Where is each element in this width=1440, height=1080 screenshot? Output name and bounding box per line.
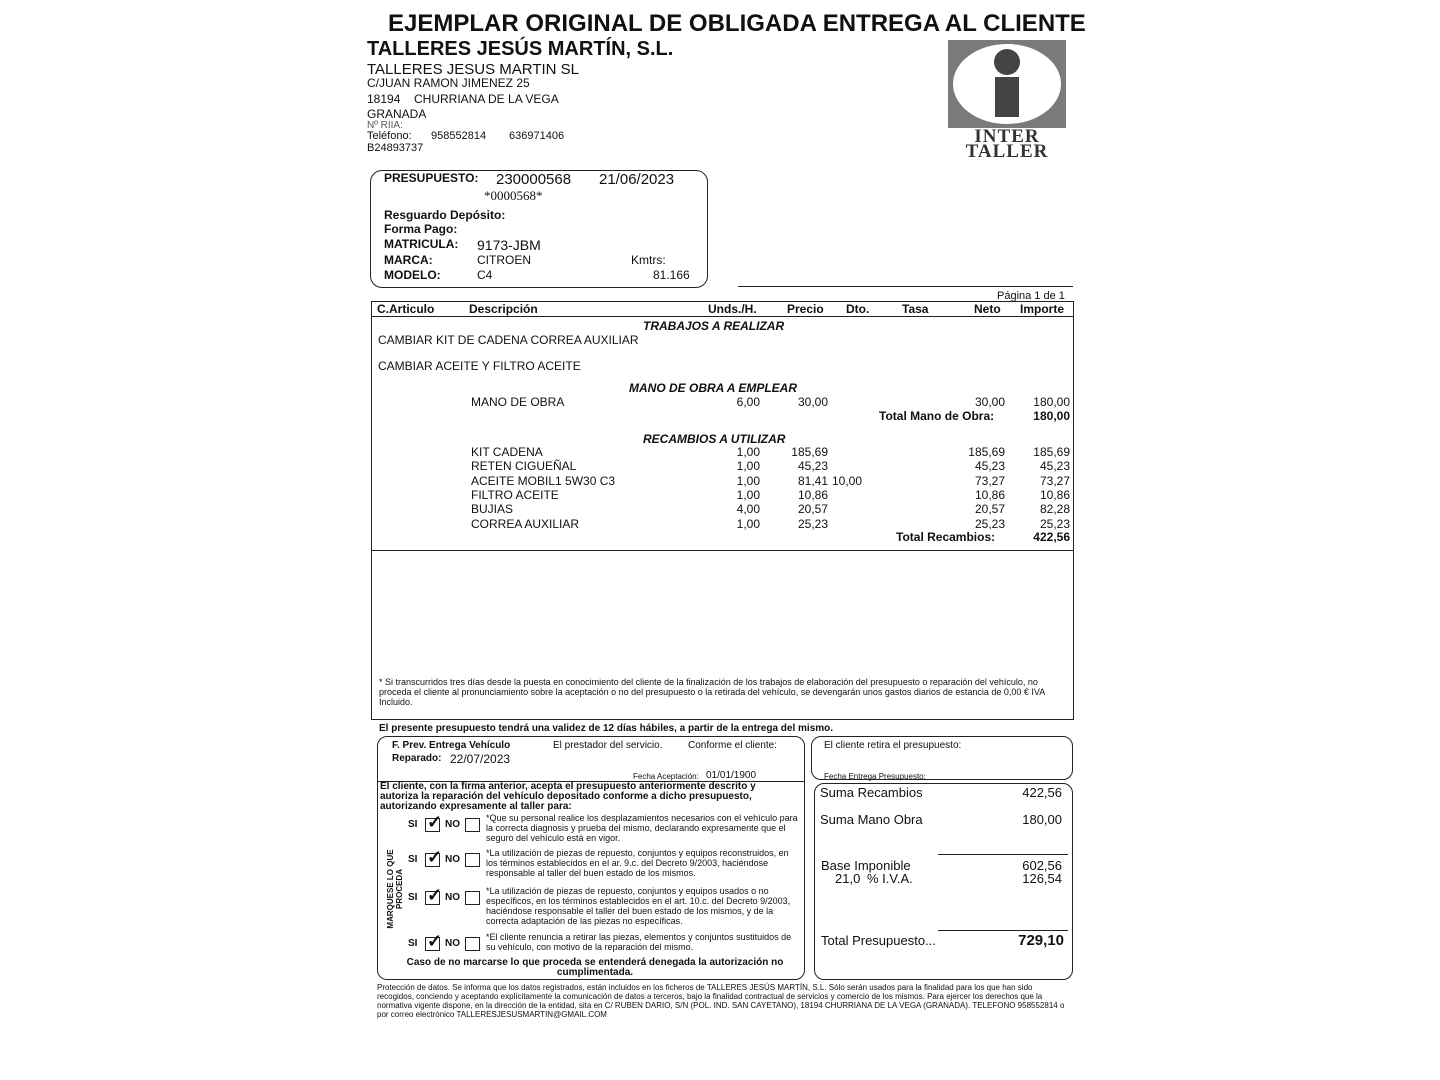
cell-units: 6,00 xyxy=(736,395,760,409)
brand-value: CITROEN xyxy=(477,253,531,267)
default-note: Caso de no marcarse lo que proceda se entenderá denegada la autorización no cumplimentada. xyxy=(406,957,784,978)
no-label: NO xyxy=(445,892,460,903)
cell-importe: 10,86 xyxy=(1039,487,1070,502)
phone-label: Teléfono: xyxy=(367,130,412,142)
company-name: TALLERES JESÚS MARTÍN, S.L. xyxy=(367,38,674,60)
table-row xyxy=(0,395,1440,409)
cell-neto: 10,86 xyxy=(974,487,1005,502)
cell-importe: 180,00 xyxy=(1033,395,1070,409)
cell-units: 1,00 xyxy=(736,473,760,488)
model-label: MODELO: xyxy=(384,268,441,282)
repaired-date: 22/07/2023 xyxy=(450,752,511,766)
no-label: NO xyxy=(445,938,460,949)
side-label: MARQUESE LO QUE PROCEDA xyxy=(386,849,404,929)
table-header-rule xyxy=(372,316,1073,317)
tax-id: B24893737 xyxy=(367,142,424,154)
cell-desc: BUJIAS xyxy=(471,502,514,517)
page-counter: Página 1 de 1 xyxy=(997,290,1065,302)
summary-value-total: 729,10 xyxy=(1018,932,1064,949)
model-value: C4 xyxy=(477,268,493,282)
cell-units: 1,00 xyxy=(736,459,760,474)
logo-text-taller: TALLER xyxy=(965,141,1049,162)
option-text: *La utilización de piezas de repuesto, conjuntos y equipos usados o no específicos, en los términos establecidos en el art. 10.c. del Decreto 9/2003, haciéndose responsable el taller del buen estado de los mismos, y de la correcta adaptación de las piezas no específicas. xyxy=(486,886,791,926)
provider-label: El prestador del servicio. xyxy=(553,740,663,751)
labor-total-value: 180,00 xyxy=(1033,409,1070,423)
postal-code: 18194 xyxy=(367,92,401,106)
summary-label-base: Base Imponible xyxy=(821,858,911,873)
cell-price: 30,00 xyxy=(797,395,828,409)
summary-rule-total xyxy=(938,930,1068,931)
summary-vat-rate: 21,0 xyxy=(835,871,861,886)
repaired-label: Reparado: xyxy=(392,753,442,764)
option-text: *Que su personal realice los desplazamientos necesarios con el vehículo para la correcta diagnosis y prueba del mismo, declarando expresamente que el seguro del vehículo está en vigor. xyxy=(486,813,798,843)
cell-price: 10,86 xyxy=(797,487,828,502)
yes-checkbox[interactable] xyxy=(425,931,443,951)
cell-neto: 185,69 xyxy=(968,445,1005,459)
summary-label-parts: Suma Recambios xyxy=(820,785,923,800)
no-label: NO xyxy=(445,854,460,865)
table-row xyxy=(0,474,1440,488)
col-header-discount: Dto. xyxy=(846,302,870,316)
pickup-date-label: Fecha Entrega Presupuesto: xyxy=(824,772,926,781)
parts-total-value: 422,56 xyxy=(1033,530,1070,544)
col-header-units: Unds./H. xyxy=(708,302,757,316)
city: CHURRIANA DE LA VEGA xyxy=(414,92,559,106)
checkmark-icon: ✓ xyxy=(427,812,443,832)
no-checkbox[interactable] xyxy=(465,891,480,905)
work-item: CAMBIAR KIT DE CADENA CORREA AUXILIAR xyxy=(378,333,639,347)
cell-units: 1,00 xyxy=(736,516,760,531)
ria-label: Nº RIIA: xyxy=(367,120,403,131)
cell-neto: 20,57 xyxy=(974,502,1005,517)
col-header-price: Precio xyxy=(787,302,824,316)
no-label: NO xyxy=(445,819,460,830)
delivery-label: F. Prev. Entrega Vehículo xyxy=(392,740,511,751)
option-text: *La utilización de piezas de repuesto, conjuntos y equipos reconstruidos, en los términos establecidos en el ar. 9.c. del Decreto 9/2003, haciéndose responsable al taller del buen estado de los mismos. xyxy=(486,848,789,878)
accept-date-label: Fecha Aceptación: xyxy=(633,772,699,781)
pickup-label: El cliente retira el presupuesto: xyxy=(824,740,962,751)
cell-units: 1,00 xyxy=(736,445,760,459)
company-line: TALLERES JESUS MARTIN SL xyxy=(367,61,580,78)
col-header-net: Neto xyxy=(974,302,1001,316)
budget-label: PRESUPUESTO: xyxy=(384,171,479,185)
yes-checkbox[interactable] xyxy=(425,847,443,867)
cell-importe: 73,27 xyxy=(1039,473,1070,488)
col-header-article: C.Articulo xyxy=(377,302,435,316)
yes-label: SI xyxy=(408,938,418,949)
cell-importe: 185,69 xyxy=(1033,445,1070,459)
summary-label-labor: Suma Mano Obra xyxy=(820,812,923,827)
cell-desc: KIT CADENA xyxy=(471,445,543,459)
summary-vat-value: 126,54 xyxy=(1022,871,1062,886)
km-label: Kmtrs: xyxy=(631,253,666,267)
table-row xyxy=(0,445,1440,459)
client-authorization-text: El cliente, con la firma anterior, acepta el presupuesto anteriormente descrito y autoriza la reparación del vehículo depositado conforme a dicho presupuesto, autorizando expresamente al taller para: xyxy=(380,781,756,812)
summary-vat-label: % I.V.A. xyxy=(867,871,913,886)
address: C/JUAN RAMON JIMENEZ 25 xyxy=(367,76,530,90)
cell-desc: ACEITE MOBIL1 5W30 C3 xyxy=(471,473,616,488)
brand-label: MARCA: xyxy=(384,253,433,267)
budget-date: 21/06/2023 xyxy=(599,171,675,188)
logo-text-inter: INTER xyxy=(974,126,1040,147)
cell-neto: 30,00 xyxy=(974,395,1005,409)
phone-2: 636971406 xyxy=(509,130,565,142)
info-i-icon xyxy=(948,40,1066,128)
summary-value-labor: 180,00 xyxy=(1022,812,1062,827)
privacy-notice: Protección de datos. Se informa que los datos registrados, están incluidos en los ficheros de TALLERES JESÚS MARTÍN, S.L. Sólo serán usados para la finalidad para los que han sido recogidos, conciendo y aceptando explícitamente la comunicación de datos a terceros, bajo la finalidad contractual de servicios y comercio de los mismos. Para ejercer los derechos que la normativa vigente dispone, en la dirección de la entidad, sita en C/ RUBEN DARIO, S/N (POL. IND. SAN CAYETANO), 18194 CHURRIANA DE LA VEGA (GRANADA). TELEFONO 958552814 o por correo electrónico TALLERESJESUSMARTIN@GMAIL.COM xyxy=(377,983,1065,1019)
cell-desc: RETEN CIGUEÑAL xyxy=(471,459,577,474)
yes-checkbox[interactable] xyxy=(425,885,443,905)
yes-label: SI xyxy=(408,854,418,865)
cell-importe: 82,28 xyxy=(1039,502,1070,517)
agree-label: Conforme el cliente: xyxy=(688,740,777,751)
col-header-amount: Importe xyxy=(1020,302,1065,316)
table-row xyxy=(0,459,1440,473)
parts-section-title: RECAMBIOS A UTILIZAR xyxy=(643,432,786,446)
document-title: EJEMPLAR ORIGINAL DE OBLIGADA ENTREGA AL CLIENTE xyxy=(388,10,1086,37)
cell-neto: 73,27 xyxy=(974,473,1005,488)
summary-rule-base xyxy=(938,854,1068,855)
province: GRANADA xyxy=(367,107,427,121)
yes-label: SI xyxy=(408,892,418,903)
budget-barcode-text: *0000568* xyxy=(484,188,543,203)
accept-date: 01/01/1900 xyxy=(706,770,757,781)
option-text: *El cliente renuncia a retirar las piezas, elementos y conjuntos sustituidos de su vehículo, con motivo de la reparación del mismo. xyxy=(486,932,792,952)
summary-value-parts: 422,56 xyxy=(1022,785,1062,800)
deposit-label: Resguardo Depósito: xyxy=(384,208,506,222)
col-header-tax: Tasa xyxy=(902,302,929,316)
plate-value: 9173-JBM xyxy=(477,237,541,253)
checkmark-icon: ✓ xyxy=(427,931,443,951)
parts-total-label: Total Recambios: xyxy=(896,530,996,544)
labor-section-title: MANO DE OBRA A EMPLEAR xyxy=(629,381,797,395)
plate-label: MATRICULA: xyxy=(384,237,459,251)
works-section-title: TRABAJOS A REALIZAR xyxy=(643,319,785,333)
summary-value-base: 602,56 xyxy=(1022,858,1062,873)
cell-neto: 25,23 xyxy=(974,516,1005,531)
checkmark-icon: ✓ xyxy=(427,847,443,867)
summary-label-total: Total Presupuesto... xyxy=(821,933,936,948)
yes-label: SI xyxy=(408,819,418,830)
no-checkbox[interactable] xyxy=(465,937,480,951)
cell-price: 81,41 xyxy=(797,473,828,488)
cell-units: 1,00 xyxy=(736,487,760,502)
validity-note: El presente presupuesto tendrá una validez de 12 días hábiles, a partir de la entrega del mismo. xyxy=(379,723,834,734)
cell-desc: CORREA AUXILIAR xyxy=(471,516,580,531)
table-row xyxy=(0,488,1440,502)
cell-importe: 45,23 xyxy=(1039,459,1070,474)
payment-label: Forma Pago: xyxy=(384,222,458,236)
col-header-description: Descripción xyxy=(469,302,538,316)
separator-line xyxy=(738,286,1073,287)
cell-price: 185,69 xyxy=(791,445,828,459)
intertaller-logo xyxy=(948,40,1066,160)
cell-neto: 45,23 xyxy=(974,459,1005,474)
checkmark-icon: ✓ xyxy=(427,885,443,905)
storage-fee-footnote: * Si transcurridos tres días desde la puesta en conocimiento del cliente de la finalización de los trabajos de elaboración del presupuesto o reparación del vehículo, no proceda el cliente al pronunciamiento sobre la aceptación o no del presupuesto o la retirada del vehículo, se devengarán unos gastos diarios de estancia de 0,00 € IVA Incluido. xyxy=(379,677,1045,707)
budget-number: 230000568 xyxy=(496,171,572,188)
no-checkbox[interactable] xyxy=(465,853,480,867)
work-item: CAMBIAR ACEITE Y FILTRO ACEITE xyxy=(378,359,581,373)
cell-dto: 10,00 xyxy=(832,473,863,488)
cell-units: 4,00 xyxy=(736,502,760,517)
cell-price: 20,57 xyxy=(797,502,828,517)
cell-price: 25,23 xyxy=(797,516,828,531)
yes-checkbox[interactable] xyxy=(425,812,443,832)
phone-1: 958552814 xyxy=(431,130,487,142)
cell-price: 45,23 xyxy=(797,459,828,474)
table-row xyxy=(0,502,1440,516)
table-row xyxy=(0,517,1440,531)
cell-importe: 25,23 xyxy=(1039,516,1070,531)
table-body-rule xyxy=(372,550,1073,551)
no-checkbox[interactable] xyxy=(465,818,480,832)
labor-total-label: Total Mano de Obra: xyxy=(879,409,995,423)
km-value: 81.166 xyxy=(653,268,690,282)
cell-desc: FILTRO ACEITE xyxy=(471,487,559,502)
cell-desc: MANO DE OBRA xyxy=(471,395,565,409)
